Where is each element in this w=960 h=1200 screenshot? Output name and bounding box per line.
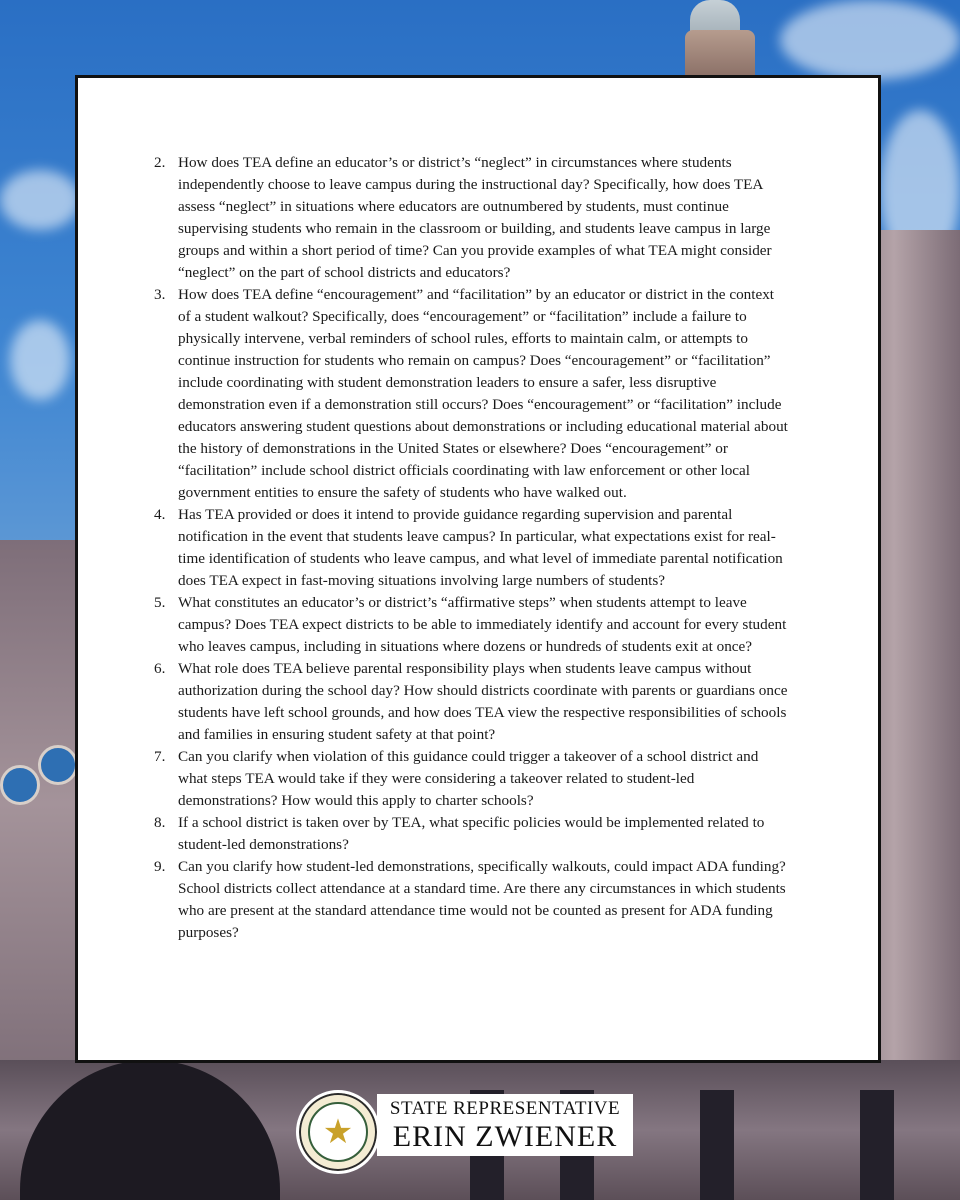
list-item-number: 7. xyxy=(154,748,166,765)
list-item-text: Can you clarify when violation of this guidance could trigger a takeover of a school district and what steps TEA would take if they were considering a takeover related to student-led demonstrations? How would this apply to charter schools? xyxy=(178,748,759,809)
building-window xyxy=(700,1090,734,1200)
list-item xyxy=(148,284,788,504)
list-item-text: What constitutes an educator’s or district’s “affirmative steps” when students attempt to leave campus? Does TEA expect districts to be able to immediately identify and account for every student who leaves campus, including in situations where dozens or hundreds of students exit at once? xyxy=(178,594,787,655)
list-item xyxy=(148,856,788,944)
texas-house-seal-logo xyxy=(296,1090,380,1174)
list-item-text: If a school district is taken over by TEA, what specific policies would be implemented related to student-led demonstrations? xyxy=(178,814,765,853)
list-item xyxy=(148,812,788,856)
list-item-number: 3. xyxy=(154,286,166,303)
building-medallion xyxy=(0,765,40,805)
representative-nameplate xyxy=(377,1094,633,1156)
seal-inner xyxy=(308,1102,368,1162)
star-icon: ★ xyxy=(322,1112,354,1152)
list-item-number: 2. xyxy=(154,154,166,171)
list-item-text: Can you clarify how student-led demonstrations, specifically walkouts, could impact ADA funding? School districts collect attendance at a standard time. Are there any circumstances in which students who are present at the standard attendance time would not be counted as present for ADA funding purposes? xyxy=(178,858,786,941)
cloud xyxy=(0,170,80,230)
cloud xyxy=(10,320,70,400)
list-item xyxy=(148,592,788,658)
building-medallion xyxy=(38,745,78,785)
list-item-number: 5. xyxy=(154,594,166,611)
cloud xyxy=(780,0,960,80)
list-item-text: Has TEA provided or does it intend to provide guidance regarding supervision and parental notification in the event that students leave campus? In particular, what expectations exist for real-time identification of students who leave campus, and what level of immediate parental notification does TEA expect in fast-moving situations involving large numbers of students? xyxy=(178,506,783,589)
question-list xyxy=(148,152,788,944)
representative-role: STATE REPRESENTATIVE xyxy=(389,1098,621,1119)
list-item-number: 9. xyxy=(154,858,166,875)
list-item-text: What role does TEA believe parental responsibility plays when students leave campus without authorization during the school day? How should districts coordinate with parents or guardians once students have left school grounds, and how does TEA view the respective responsibilities of schools and families in ensuring student safety at that point? xyxy=(178,660,788,743)
list-item-number: 4. xyxy=(154,506,166,523)
building-window xyxy=(860,1090,894,1200)
list-item xyxy=(148,152,788,284)
list-item xyxy=(148,746,788,812)
capitol-cupola xyxy=(685,30,755,78)
document-card xyxy=(75,75,881,1063)
list-item-number: 6. xyxy=(154,660,166,677)
list-item-text: How does TEA define an educator’s or district’s “neglect” in circumstances where students independently choose to leave campus during the instructional day? Specifically, how does TEA assess “neglect” in situations where educators are outnumbered by students, must continue supervising students who remain in the classroom or building, and students leave campus in large groups and within a short period of time? Can you provide examples of what TEA might consider “neglect” on the part of school districts and educators? xyxy=(178,154,772,281)
capitol-arch xyxy=(20,1060,280,1200)
list-item-number: 8. xyxy=(154,814,166,831)
representative-name: ERIN ZWIENER xyxy=(392,1120,618,1153)
list-item xyxy=(148,504,788,592)
list-item xyxy=(148,658,788,746)
list-item-text: How does TEA define “encouragement” and “facilitation” by an educator or district in the context of a student walkout? Specifically, does “encouragement” or “facilitation” include a failure to physically intervene, verbal reminders of school rules, efforts to maintain calm, or attempts to continue instruction for students who remain on campus? Does “encouragement” or “facilitation” include coordinating with student demonstration leaders to ensure a safer, less disruptive demonstration even if a demonstration still occurs? Does “encouragement” or “facilitation” include educators answering student questions about demonstrations or including educational material about the history of demonstrations in the United States or elsewhere? Does “encouragement” or “facilitation” include school district officials coordinating with law enforcement or other local government entities to ensure the safety of students who have walked out. xyxy=(178,286,788,501)
